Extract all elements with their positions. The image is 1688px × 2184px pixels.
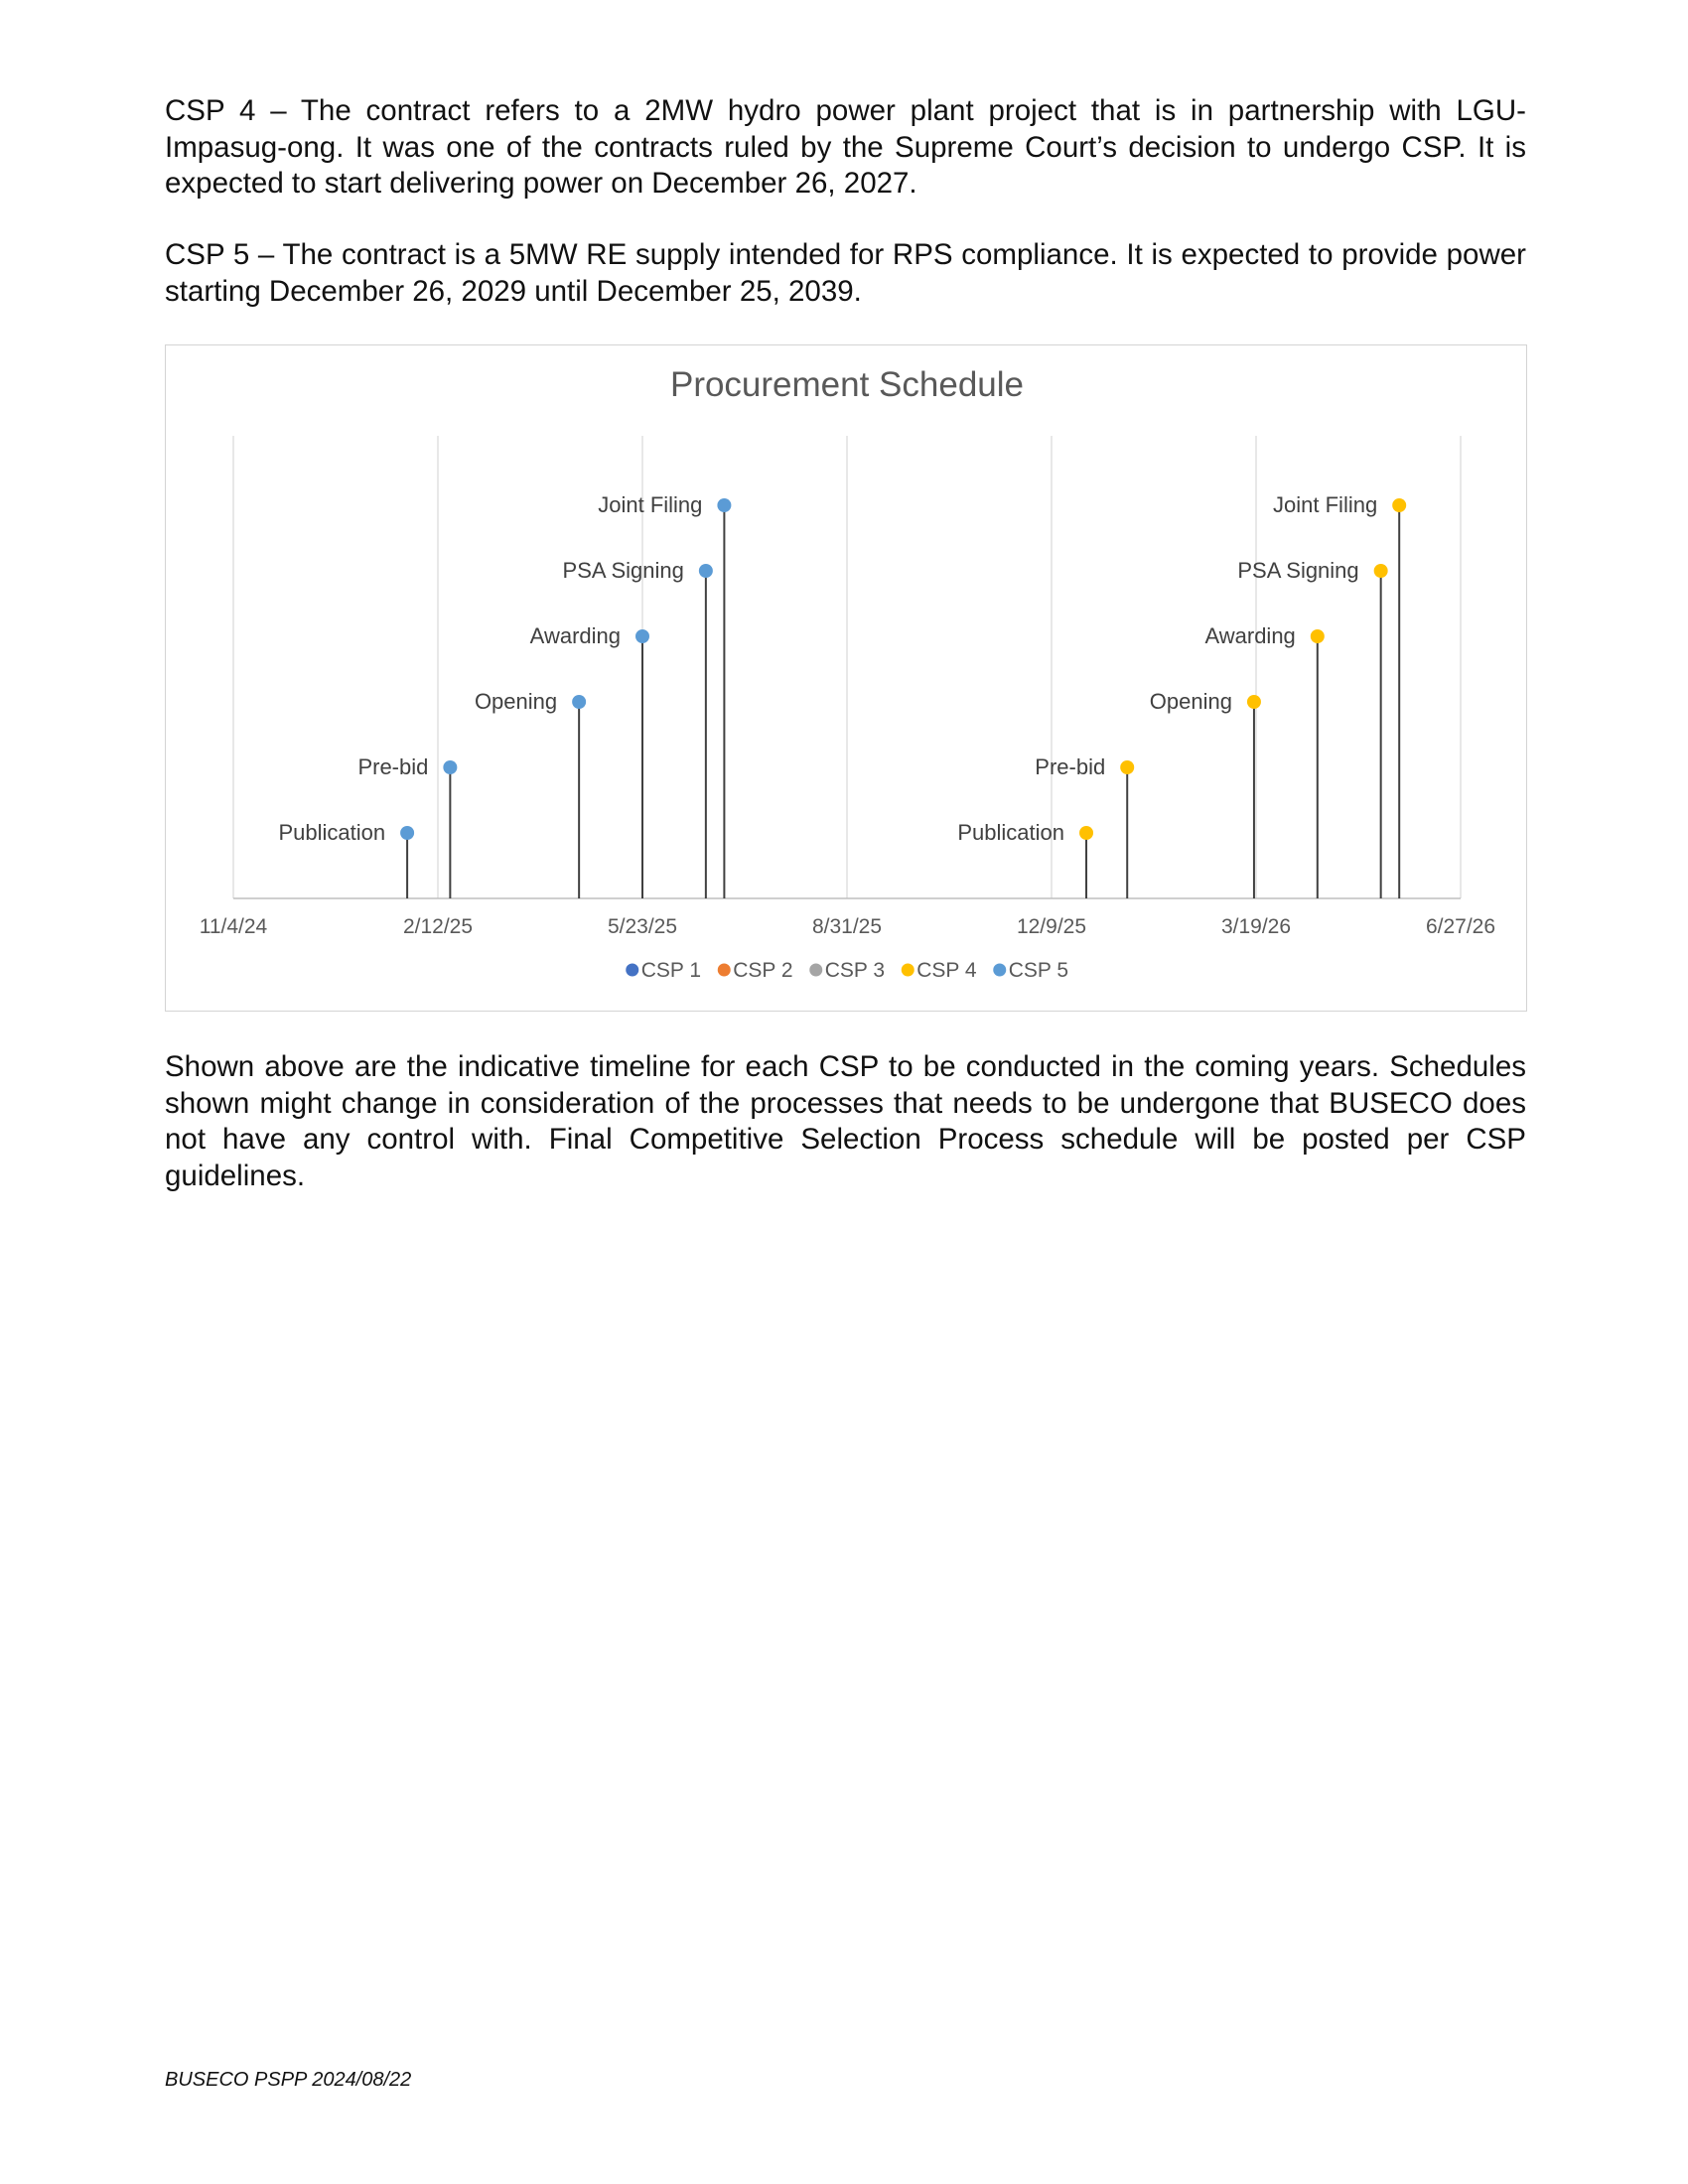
data-label: Joint Filing <box>1273 492 1378 517</box>
data-label: Opening <box>1149 689 1232 714</box>
x-tick-label: 3/19/26 <box>1220 915 1292 938</box>
x-tick-label: 6/27/26 <box>1425 915 1496 938</box>
legend-label: CSP 4 <box>916 959 977 982</box>
data-point <box>1311 629 1325 643</box>
timeline-note-paragraph: Shown above are the indicative timeline for each CSP to be conducted in the coming years. Schedules shown might change in consideration of the processes that needs to be undergone that BUSECO does not have any control with. Final Competitive Selection Process schedule will be posted per CSP guidelines. <box>165 1050 1526 1192</box>
x-tick-label: 11/4/24 <box>199 915 268 938</box>
csp5-paragraph: CSP 5 – The contract is a 5MW RE supply intended for RPS compliance. It is expected to provide power starting December 26, 2029 until December 25, 2039. <box>165 238 1526 308</box>
data-label: PSA Signing <box>1237 558 1359 583</box>
x-tick-label: 2/12/25 <box>402 915 474 938</box>
legend-marker <box>718 964 731 977</box>
data-point <box>400 826 414 840</box>
chart-title: Procurement Schedule <box>669 365 1025 404</box>
legend-label: CSP 3 <box>824 959 886 982</box>
data-point <box>717 498 731 512</box>
csp4-paragraph: CSP 4 – The contract refers to a 2MW hydro power plant project that is in partnership with LGU-Impasug-ong. It was one of the contracts ruled by the Supreme Court’s decision to undergo CSP. It is expected to start delivering power on December 26, 2027. <box>165 94 1526 200</box>
data-label: Awarding <box>1204 623 1296 648</box>
legend-label: CSP 1 <box>640 959 702 982</box>
data-point <box>699 564 713 578</box>
x-tick-label: 5/23/25 <box>607 915 678 938</box>
data-label: Publication <box>957 820 1065 845</box>
data-point <box>1392 498 1406 512</box>
chart-legend <box>626 959 1068 982</box>
legend-marker <box>993 964 1006 977</box>
chart-canvas <box>166 345 1528 1013</box>
chart-x-axis <box>200 898 1495 938</box>
data-label: Publication <box>278 820 386 845</box>
data-point <box>1374 564 1388 578</box>
data-label: Opening <box>474 689 558 714</box>
chart-points <box>400 498 1406 840</box>
footer-document-id: BUSECO PSPP 2024/08/22 <box>165 2069 412 2091</box>
legend-label: CSP 2 <box>733 959 793 982</box>
legend-label: CSP 5 <box>1008 959 1069 982</box>
x-tick-label: 8/31/25 <box>811 915 883 938</box>
data-label: Pre-bid <box>1035 754 1106 779</box>
data-label: Joint Filing <box>598 492 703 517</box>
data-label: Awarding <box>529 623 621 648</box>
data-point <box>1120 760 1134 774</box>
data-label: Pre-bid <box>357 754 429 779</box>
data-point <box>443 760 457 774</box>
data-point <box>1079 826 1093 840</box>
data-point <box>1247 695 1261 709</box>
data-point <box>635 629 649 643</box>
x-tick-label: 12/9/25 <box>1016 915 1087 938</box>
legend-marker <box>902 964 914 977</box>
procurement-schedule-chart <box>165 344 1527 1012</box>
legend-marker <box>626 964 638 977</box>
chart-data-labels <box>278 492 1377 845</box>
data-point <box>572 695 586 709</box>
legend-marker <box>809 964 822 977</box>
data-label: PSA Signing <box>562 558 684 583</box>
